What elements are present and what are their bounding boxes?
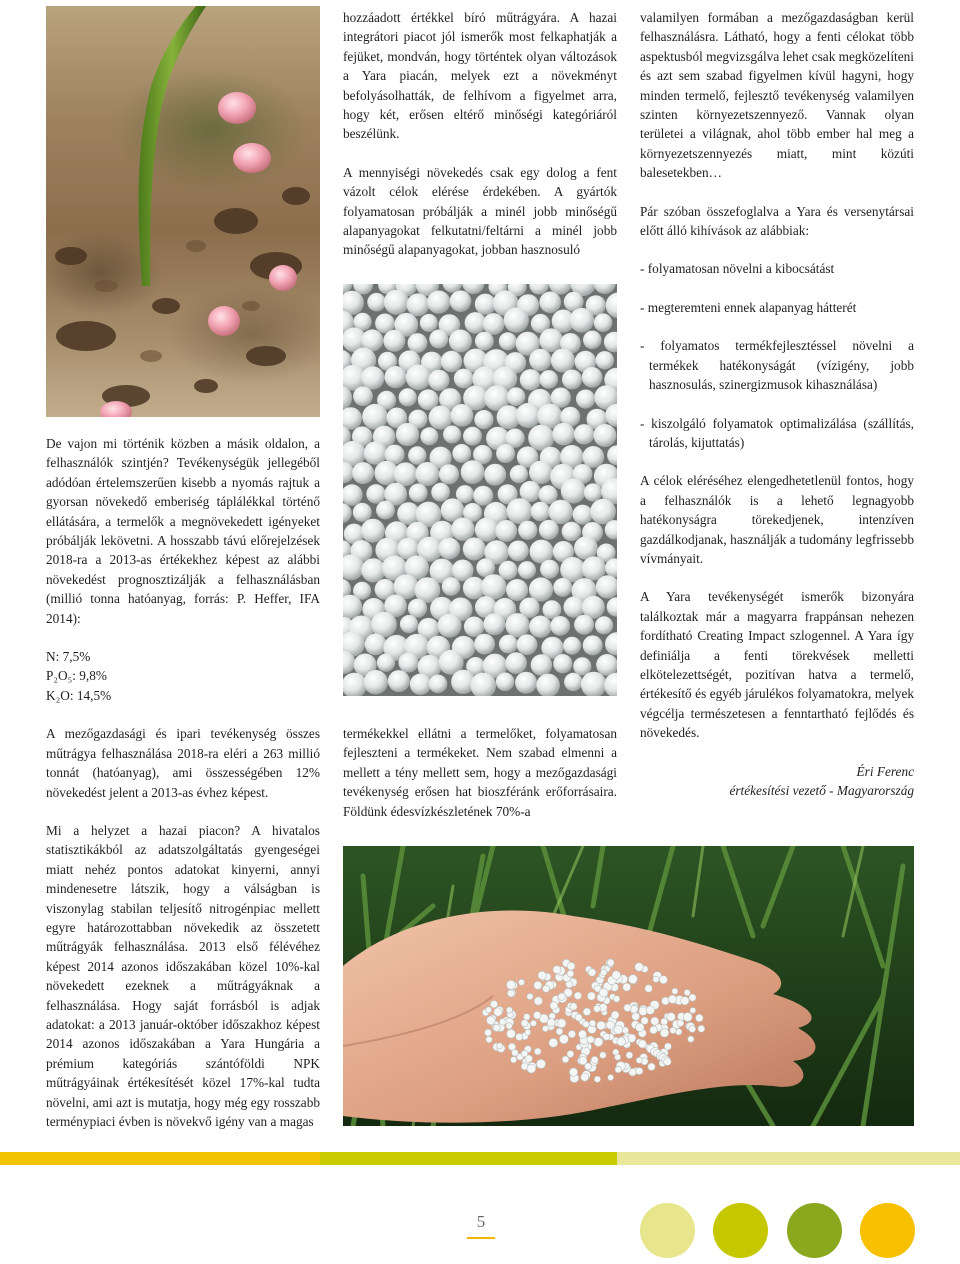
nutrient-p2o5: P₂O₅: 9,8% xyxy=(46,668,107,684)
signature xyxy=(640,762,914,801)
decorative-dot-1 xyxy=(640,1203,695,1258)
granules-illustration xyxy=(343,284,617,696)
decorative-dot-4 xyxy=(860,1203,915,1258)
middle-column-top xyxy=(343,8,617,260)
right-paragraph-1: valamilyen formában a mezőgazdaságban kerül felhasználásra. Látható, hogy a fenti célokat több aspektusból megvizsgálva lehet csak megközelíteni és azt sem szabad figyelmen kívül hagyni, hogy minden termelő, fejlesztő tevékenység valamilyen szinten környezetszennyező. Vannak olyan területei a világnak, ahol több ember hal meg a környezetszennyezés miatt, mint közúti balesetekben… xyxy=(640,10,914,181)
left-paragraph-3: Mi a helyzet a hazai piacon? A hivatalos statisztikákból az adatszolgáltatás gyengeségei miatt nehéz pontos adatokat kinyerni, annyi mindenesetre látszik, hogy a válságban is viszonylag stabilan teljesítő nitrogénpiac mellett egyre határozottabban növekedik az összetett műtrágyák felhasználása. 2013 első félévéhez képest 2014 azonos időszakában közel 10%-kal növekedett ezeknek a műtrágyáknak a felhasználása. Hogy saját forrásból is adjak adatokat: a 2013 január-október időszakhoz képest 2014 azonos időszakában a Yara Hungária a prémium kategóriás szántóföldi NPK műtrágyáinak értékesítését közel 17%-kal tudta növelni, ami azt is mutatja, hogy még egy rosszabb terménypiaci évben is növekvő igény van a magas xyxy=(46,822,320,1129)
right-column xyxy=(640,8,914,800)
hand-illustration xyxy=(343,846,914,1126)
decorative-dot-3 xyxy=(787,1203,842,1258)
right-paragraph-3: A célok eléréséhez elengedhetetlenül fontos, hogy a felhasználók is a lehető legnagyobb hatékonyságra törekedjenek, intenzíven gazdálkodjanak, használják a tudomány legfrissebb vívmányait. xyxy=(640,473,914,566)
left-paragraph-2: A mezőgazdasági és ipari tevékenység összes műtrágya felhasználása 2018-ra eléri a 263 millió tonnát (hatóanyag), ami összességében 12% növekedést jelent a 2013-as évhez képest. xyxy=(46,726,320,800)
seedling-illustration xyxy=(46,6,320,417)
author-name: Éri Ferenc xyxy=(856,763,914,779)
seedling-photo xyxy=(46,6,320,417)
hand-granules-photo xyxy=(343,846,914,1126)
decorative-dot-2 xyxy=(713,1203,768,1258)
list-item: - kiszolgáló folyamatok optimalizálása (szállítás, tárolás, kijuttatás) xyxy=(640,415,914,450)
footer-band-middle xyxy=(320,1152,617,1165)
challenge-list xyxy=(640,259,914,452)
left-paragraph-1: De vajon mi történik közben a másik oldalon, a felhasználók szintjén? Tevékenységük jellegéből adódóan értelemszerűen kisebb a nyomás rajtuk a gyorsan növekedő emberiség táplálékkal történő ellátására, a termelők a megnövekedett igényeket próbálják lekövetni. A hosszabb távú előrejelzések 2018-ra a 2013-as értékekhez képest az alábbi növekedést prognosztizálják a felhasználásban (millió tonna hatóanyag, forrás: P. Heffer, IFA 2014): xyxy=(46,436,320,626)
page-number: 5 xyxy=(476,1212,486,1231)
granules-photo xyxy=(343,284,617,696)
middle-paragraph-2: A mennyiségi növekedés csak egy dolog a fent vázolt célok elérése érdekében. A gyártók folyamatosan próbálják a minél jobb minőségű alapanyagokat felkutatni/feltárni a minél jobb minőségű alapanyagokat, jobban hasznosuló xyxy=(343,164,617,258)
footer-band-right xyxy=(617,1152,960,1165)
list-item: - folyamatos termékfejlesztéssel növelni a termékek hatékonyságát (vízigény, jobb hasznosulás, szinergizmusok kihasználása) xyxy=(640,338,914,393)
left-column xyxy=(46,434,320,1131)
footer-band-left xyxy=(0,1152,320,1165)
author-title: értékesítési vezető - Magyarország xyxy=(729,783,914,798)
right-paragraph-2: Pár szóban összefoglalva a Yara és versenytársai előtt álló kihívások az alábbiak: xyxy=(640,203,914,239)
nutrient-n: N: 7,5% xyxy=(46,649,91,665)
middle-paragraph-1: hozzáadott értékkel bíró műtrágyára. A hazai integrátori piacot jól ismerők most felkaphatják a fejüket, mondván, hogy történtek olyan változások a Yara piacán, melyek ezt a növekményt befolyásolhatták, de felhívom a figyelmet arra, hogy két, erősen eltérő minőségi kategóriáról beszélünk. xyxy=(343,10,617,142)
right-paragraph-4: A Yara tevékenységét ismerők bizonyára találkoztak már a magyarra frappánsan nehezen fordítható Creating Impact szlogennel. A Yara így definiálja a fenti törekvések melletti elkötelezettségét, pozitívan hatva a termelő, értékesítő és egyéb járulékos folyamatokra, melyek végcélja természetesen a fenntartható fejlődés és növekedés. xyxy=(640,589,914,741)
list-item: - folyamatosan növelni a kibocsátást xyxy=(640,261,835,277)
nutrient-k2o: K₂O: 14,5% xyxy=(46,687,112,703)
page-number-rule xyxy=(467,1237,495,1239)
list-item: - megteremteni ennek alapanyag hátterét xyxy=(640,299,857,315)
middle-paragraph-3: termékekkel ellátni a termelőket, folyamatosan fejleszteni a termékeket. Nem szabad elmenni a mellett a tény mellett sem, hogy a mezőgazdasági tevékenység erősen hat bioszféránk erőforrásaira. Földünk édesvízkészletének 70%-a xyxy=(343,726,617,819)
middle-column-bottom xyxy=(343,724,617,821)
